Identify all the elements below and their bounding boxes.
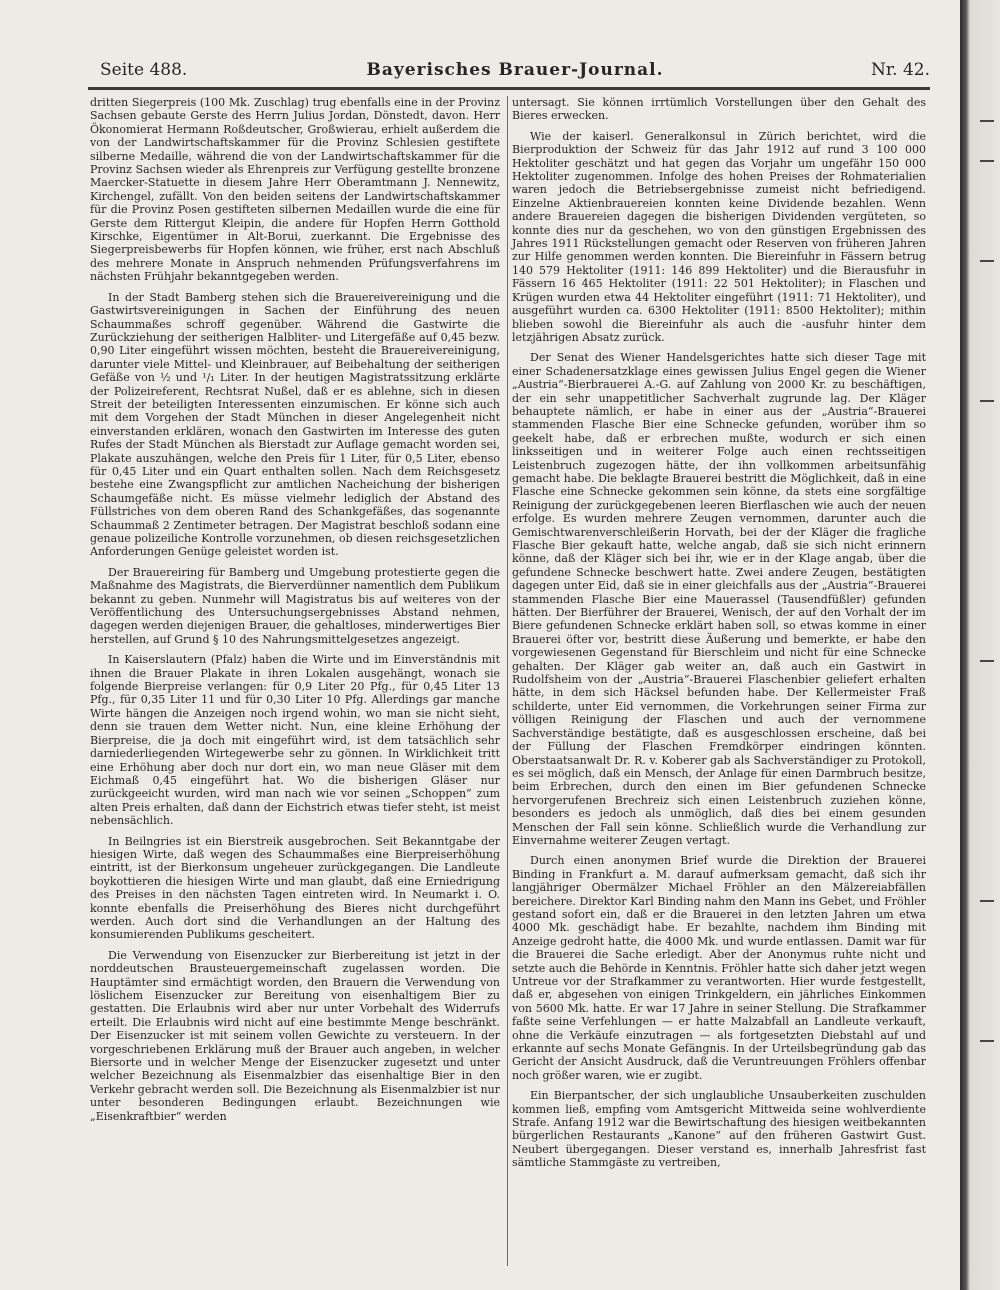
edge-mark — [980, 120, 994, 122]
article-paragraph: Ein Bierpantscher, der sich unglaubliche Unsauberkeiten zuschulden kommen ließ, empfing vom Amtsgericht Mittweida seine wohlverdiente Strafe. Anfang 1912 war die Bewirtschaftung des hiesigen weitbekannten bürgerlichen Restaurants „Kanone“ auf den früheren Gastwirt Gust. Neubert übergegangen. Dieser verstand es, innerhalb Jahresfrist fast sämtliche Stammgäste zu vertreiben, — [512, 1089, 926, 1170]
article-paragraph: Wie der kaiserl. Generalkonsul in Zürich berichtet, wird die Bierproduktion der Schweiz für das Jahr 1912 auf rund 3 100 000 Hektoliter geschätzt und hat gegen das Vorjahr um ungefähr 150 000 Hektoliter zugenommen. Infolge des hohen Preises der Rohmaterialien waren jedoch die Betriebsergebnisse zumeist nicht befriedigend. Einzelne Aktienbrauereien konnten keine Dividende bezahlen. Wenn andere Brauereien dagegen die bisherigen Dividenden vergüteten, so konnte dies nur da geschehen, wo von den günstigen Ergebnissen des Jahres 1911 Rückstellungen gemacht oder Reserven von früheren Jahren zur Hilfe genommen werden konnten. Die Biereinfuhr in Fässern betrug 140 579 Hektoliter (1911: 146 899 Hektoliter) und die Bierausfuhr in Fässern 16 465 Hektoliter (1911: 22 501 Hektoliter); in Flaschen und Krügen wurden etwa 44 Hektoliter eingeführt (1911: 71 Hektoliter), und ausgeführt wurden ca. 6300 Hektoliter (1911: 8500 Hektoliter); mithin blieben sowohl die Biereinfuhr als auch die -ausfuhr hinter dem letzjährigen Absatz zurück. — [512, 129, 926, 344]
article-paragraph: In Beilngries ist ein Bierstreik ausgebrochen. Seit Bekanntgabe der hiesigen Wirte, daß wegen des Schaummaßes eine Bierpreiserhöhung eintritt, ist der Bierkonsum ungeheuer zurückgegangen. Die Landleute boykottieren die hiesigen Wirte und man glaubt, daß eine Erniedrigung des Preises in den nächsten Tagen eintreten wird. In Neumarkt i. O. konnte ebenfalls die Preiserhöhung des Bieres nicht durchgeführt werden. Auch dort sind die Verhandlungen an der Haltung des konsumierenden Publikums gescheitert. — [90, 834, 500, 942]
page-number: Seite 488. — [100, 60, 188, 80]
journal-title: Bayerisches Brauer-Journal. — [366, 60, 664, 80]
header-rule — [88, 87, 930, 90]
article-paragraph: untersagt. Sie können irrtümlich Vorstellungen über den Gehalt des Bieres erwecken. — [512, 96, 926, 123]
adjacent-page-edge — [960, 0, 1000, 1290]
right-column — [512, 96, 926, 1177]
article-paragraph: Der Senat des Wiener Handelsgerichtes hatte sich dieser Tage mit einer Schadenersatzklage eines gewissen Julius Engel gegen die Wiener „Austria“-Bierbrauerei A.-G. auf Zahlung von 2000 Kr. zu beschäftigen, der ein sehr unappetitlicher Sachverhalt zugrunde lag. Der Kläger behauptete nämlich, er habe in einer aus der „Austria“-Brauerei stammenden Flasche Bier eine Schnecke gefunden, worüber ihm so geekelt habe, daß er erbrechen mußte, wodurch er sich einen linksseitigen und in weiterer Folge auch einen rechtsseitigen Leistenbruch zugezogen hätte, der ihn vollkommen arbeitsunfähig gemacht habe. Die beklagte Brauerei bestritt die Möglichkeit, daß in eine Flasche eine Schnecke gekommen sein könne, da stets eine sorgfältige Reinigung der zurückgegebenen leeren Bierflaschen wie auch der neuen erfolge. Es wurden mehrere Zeugen vernommen, darunter auch die Gemischtwarenverschleißerin Horvath, bei der der Kläger die fragliche Flasche Bier gekauft hatte, welche angab, daß sie sich nicht erinnern könne, daß der Kläger sich bei ihr, wie er in der Klage angab, über die gefundene Schnecke beschwert hatte. Zwei andere Zeugen, bestätigten dagegen unter Eid, daß sie in einer gleichfalls aus der „Austria“-Brauerei stammenden Flasche Bier eine Mauerassel (Tausendfüßler) gefunden hätten. Der Bierführer der Brauerei, Wenisch, der auf den Vorhalt der im Biere gefundenen Schnecke erklärt haben soll, so etwas komme in einer Brauerei öfter vor, bestritt diese Äußerung und bemerkte, er habe den vorgewiesenen Gegenstand für Bierschleim und nicht für eine Schnecke gehalten. Der Kläger gab weiter an, daß auch ein Gastwirt in Rudolfsheim von der „Austria“-Brauerei Flaschenbier geliefert erhalten hätte, in dem sich Häcksel befunden habe. Der Kellermeister Fraß schilderte, unter Eid vernommen, die Vorkehrungen seiner Firma zur völligen Reinigung der Flaschen und auch der vernommene Sachverständige bestätigte, daß es ausgeschlossen erscheine, daß bei der Füllung der Flaschen Fremdkörper eindringen könnten. Oberstaatsanwalt Dr. R. v. Koberer gab als Sachverständiger zu Protokoll, es sei möglich, daß ein Mensch, der Anlage für einen Darmbruch besitze, beim Erbrechen, durch den einen im Bier gefundenen Schnecke hervorgerufenen Brechreiz sich einen Leistenbruch zuziehen könne, besonders es jedoch als unmöglich, daß dies bei einem gesunden Menschen der Fall sein könne. Schließlich wurde die Verhandlung zur Einvernahme weiterer Zeugen vertagt. — [512, 351, 926, 847]
left-column — [90, 96, 500, 1130]
article-paragraph: dritten Siegerpreis (100 Mk. Zuschlag) trug ebenfalls eine in der Provinz Sachsen gebaute Gerste des Herrn Julius Jordan, Dönstedt, davon. Herr Ökonomierat Hermann Roßdeutscher, Großwierau, erhielt außerdem die von der Landwirtschaftskammer für die Provinz Schlesien gestiftete silberne Medaille, während die von der Landwirtschaftskammer für die Provinz Sachsen wieder als Ehrenpreis zur Verfügung gestellte bronzene Maercker-Statuette in diesem Jahre Herr Oberamtmann J. Nennewitz, Kirchengel, zufällt. Von den beiden seitens der Landwirtschaftskammer für die Provinz Posen gestifteten silbernen Medaillen wurde die eine für Gerste dem Rittergut Kleipin, die andere für Hopfen Herrn Gotthold Kirschke, Eigentümer in Alt-Borui, zuerkannt. Die Ergebnisse des Siegerpreisbewerbs für Hopfen können, wie früher, erst nach Abschluß des mehrere Monate in Anspruch nehmenden Prüfungsverfahrens im nächsten Frühjahr bekanntgegeben werden. — [90, 96, 500, 284]
issue-number: Nr. 42. — [871, 60, 930, 80]
column-divider — [507, 96, 508, 1266]
edge-mark — [980, 1040, 994, 1042]
article-paragraph: Der Brauereiring für Bamberg und Umgebung protestierte gegen die Maßnahme des Magistrats, die Bierverdünner namentlich dem Publikum bekannt zu geben. Nunmehr will Magistratus bis auf weiteres von der Veröffentlichung des Untersuchungsergebnisses Abstand nehmen, dagegen werden diejenigen Brauer, die gehaltloses, minderwertiges Bier herstellen, auf Grund § 10 des Nahrungsmittelgesetzes angezeigt. — [90, 565, 500, 646]
edge-mark — [980, 160, 994, 162]
edge-mark — [980, 900, 994, 902]
edge-mark — [980, 260, 994, 262]
article-paragraph: In Kaiserslautern (Pfalz) haben die Wirte und im Einverständnis mit ihnen die Brauer Plakate in ihren Lokalen ausgehängt, wonach sie folgende Bierpreise verlangen: für 0,9 Liter 20 Pfg., für 0,45 Liter 13 Pfg., für 0,35 Liter 11 und für 0,30 Liter 10 Pfg. Allerdings gar manche Wirte hängen die Anzeigen noch irgend wohin, wo man sie nicht sieht, denn sie trauen dem Wetter nicht. Nun, eine kleine Erhöhung der Bierpreise, die ja doch mit eingeführt wird, ist dem tatsächlich sehr darniederliegenden Wirtegewerbe sehr zu gönnen. In Wirklichkeit tritt eine Erhöhung aber doch nur dort ein, wo man neue Gläser mit dem Eichmaß 0,45 eingeführt hat. Wo die bisherigen Gläser nur zurückgeeicht wurden, wird man nach wie vor seinen „Schoppen“ zum alten Preis erhalten, daß dann der Eichstrich etwas tiefer steht, ist meist nebensächlich. — [90, 653, 500, 828]
article-paragraph: In der Stadt Bamberg stehen sich die Brauereivereinigung und die Gastwirtsvereinigungen in Sachen der Einführung des neuen Schaummaßes schroff gegenüber. Während die Gastwirte die Zurückziehung der seitherigen Halbliter- und Litergefäße auf 0,45 bezw. 0,90 Liter eingeführt wissen möchten, besteht die Brauereivereinigung, darunter viele Mittel- und Kleinbrauer, auf Beibehaltung der seitherigen Gefäße von ½ und ¹/₁ Liter. In der heutigen Magistratssitzung erklärte der Polizeireferent, Rechtsrat Nußel, daß er es ablehne, sich in diesen Streit der beteiligten Interessenten einzumischen. Er könne sich auch mit dem Vorgehen der Stadt München in dieser Angelegenheit nicht einverstanden erklären, wonach den Gastwirten im Interesse des guten Rufes der Stadt München als Bierstadt zur Auflage gemacht worden sei, Plakate auszuhängen, welche den Preis für 1 Liter, für 0,5 Liter, ebenso für 0,45 Liter und ein Quart enthalten sollen. Nach dem Reichsgesetz bestehe eine Zwangspflicht zur amtlichen Nacheichung der bisherigen Schaumgefäße nicht. Es müsse vielmehr lediglich der Abstand des Füllstriches von dem oberen Rand des Schankgefäßes, das sogenannte Schaummaß 2 Zentimeter betragen. Der Magistrat beschloß sodann eine genaue polizeiliche Kontrolle vorzunehmen, ob diesen reichsgesetzlichen Anforderungen Genüge geleistet worden ist. — [90, 290, 500, 559]
article-paragraph: Durch einen anonymen Brief wurde die Direktion der Brauerei Binding in Frankfurt a. M. darauf aufmerksam gemacht, daß sich ihr langjähriger Obermälzer Michael Fröhler an den Mälzereiabfällen bereichere. Direktor Karl Binding nahm den Mann ins Gebet, und Fröhler gestand sofort ein, daß er die Brauerei in den letzten Jahren um etwa 4000 Mk. geschädigt habe. Er bezahlte, nachdem ihm Binding mit Anzeige gedroht hatte, die 4000 Mk. und wurde entlassen. Damit war für die Brauerei die Sache erledigt. Aber der Anonymus ruhte nicht und setzte auch die Behörde in Kenntnis. Fröhler hatte sich daher jetzt wegen Untreue vor der Strafkammer zu verantworten. Hier wurde festgestellt, daß er, abgesehen von einigen Trinkgeldern, ein jährliches Einkommen von 5600 Mk. hatte. Er war 17 Jahre in seiner Stellung. Die Strafkammer faßte seine Verfehlungen — er hatte Malzabfall an Landleute verkauft, ohne die Verkäufe einzutragen — als fortgesetzten Diebstahl auf und erkannte auf sechs Monate Gefängnis. In der Urteilsbegründung gab das Gericht der Ansicht Ausdruck, daß die Veruntreuungen Fröhlers offenbar noch größer waren, wie er zugibt. — [512, 854, 926, 1082]
edge-mark — [980, 660, 994, 662]
article-paragraph: Die Verwendung von Eisenzucker zur Bierbereitung ist jetzt in der norddeutschen Brausteuergemeinschaft zugelassen worden. Die Hauptämter sind ermächtigt worden, den Brauern die Verwendung von löslichem Eisenzucker zur Bereitung von eisenhaltigem Bier zu gestatten. Die Erlaubnis wird aber nur unter Vorbehalt des Widerrufs erteilt. Die Erlaubnis wird nicht auf eine bestimmte Menge beschränkt. Der Eisenzucker ist mit seinem vollen Gewichte zu versteuern. In der vorgeschriebenen Erklärung muß der Brauer auch angeben, in welcher Biersorte und in welcher Menge der Eisenzucker zugesetzt und unter welcher Bezeichnung als Eisenmalzbier das eisenhaltige Bier in den Verkehr gebracht werden soll. Die Bezeichnung als Eisenmalzbier ist nur unter besonderen Bedingungen erlaubt. Bezeichnungen wie „Eisenkraftbier“ werden — [90, 948, 500, 1123]
edge-mark — [980, 400, 994, 402]
